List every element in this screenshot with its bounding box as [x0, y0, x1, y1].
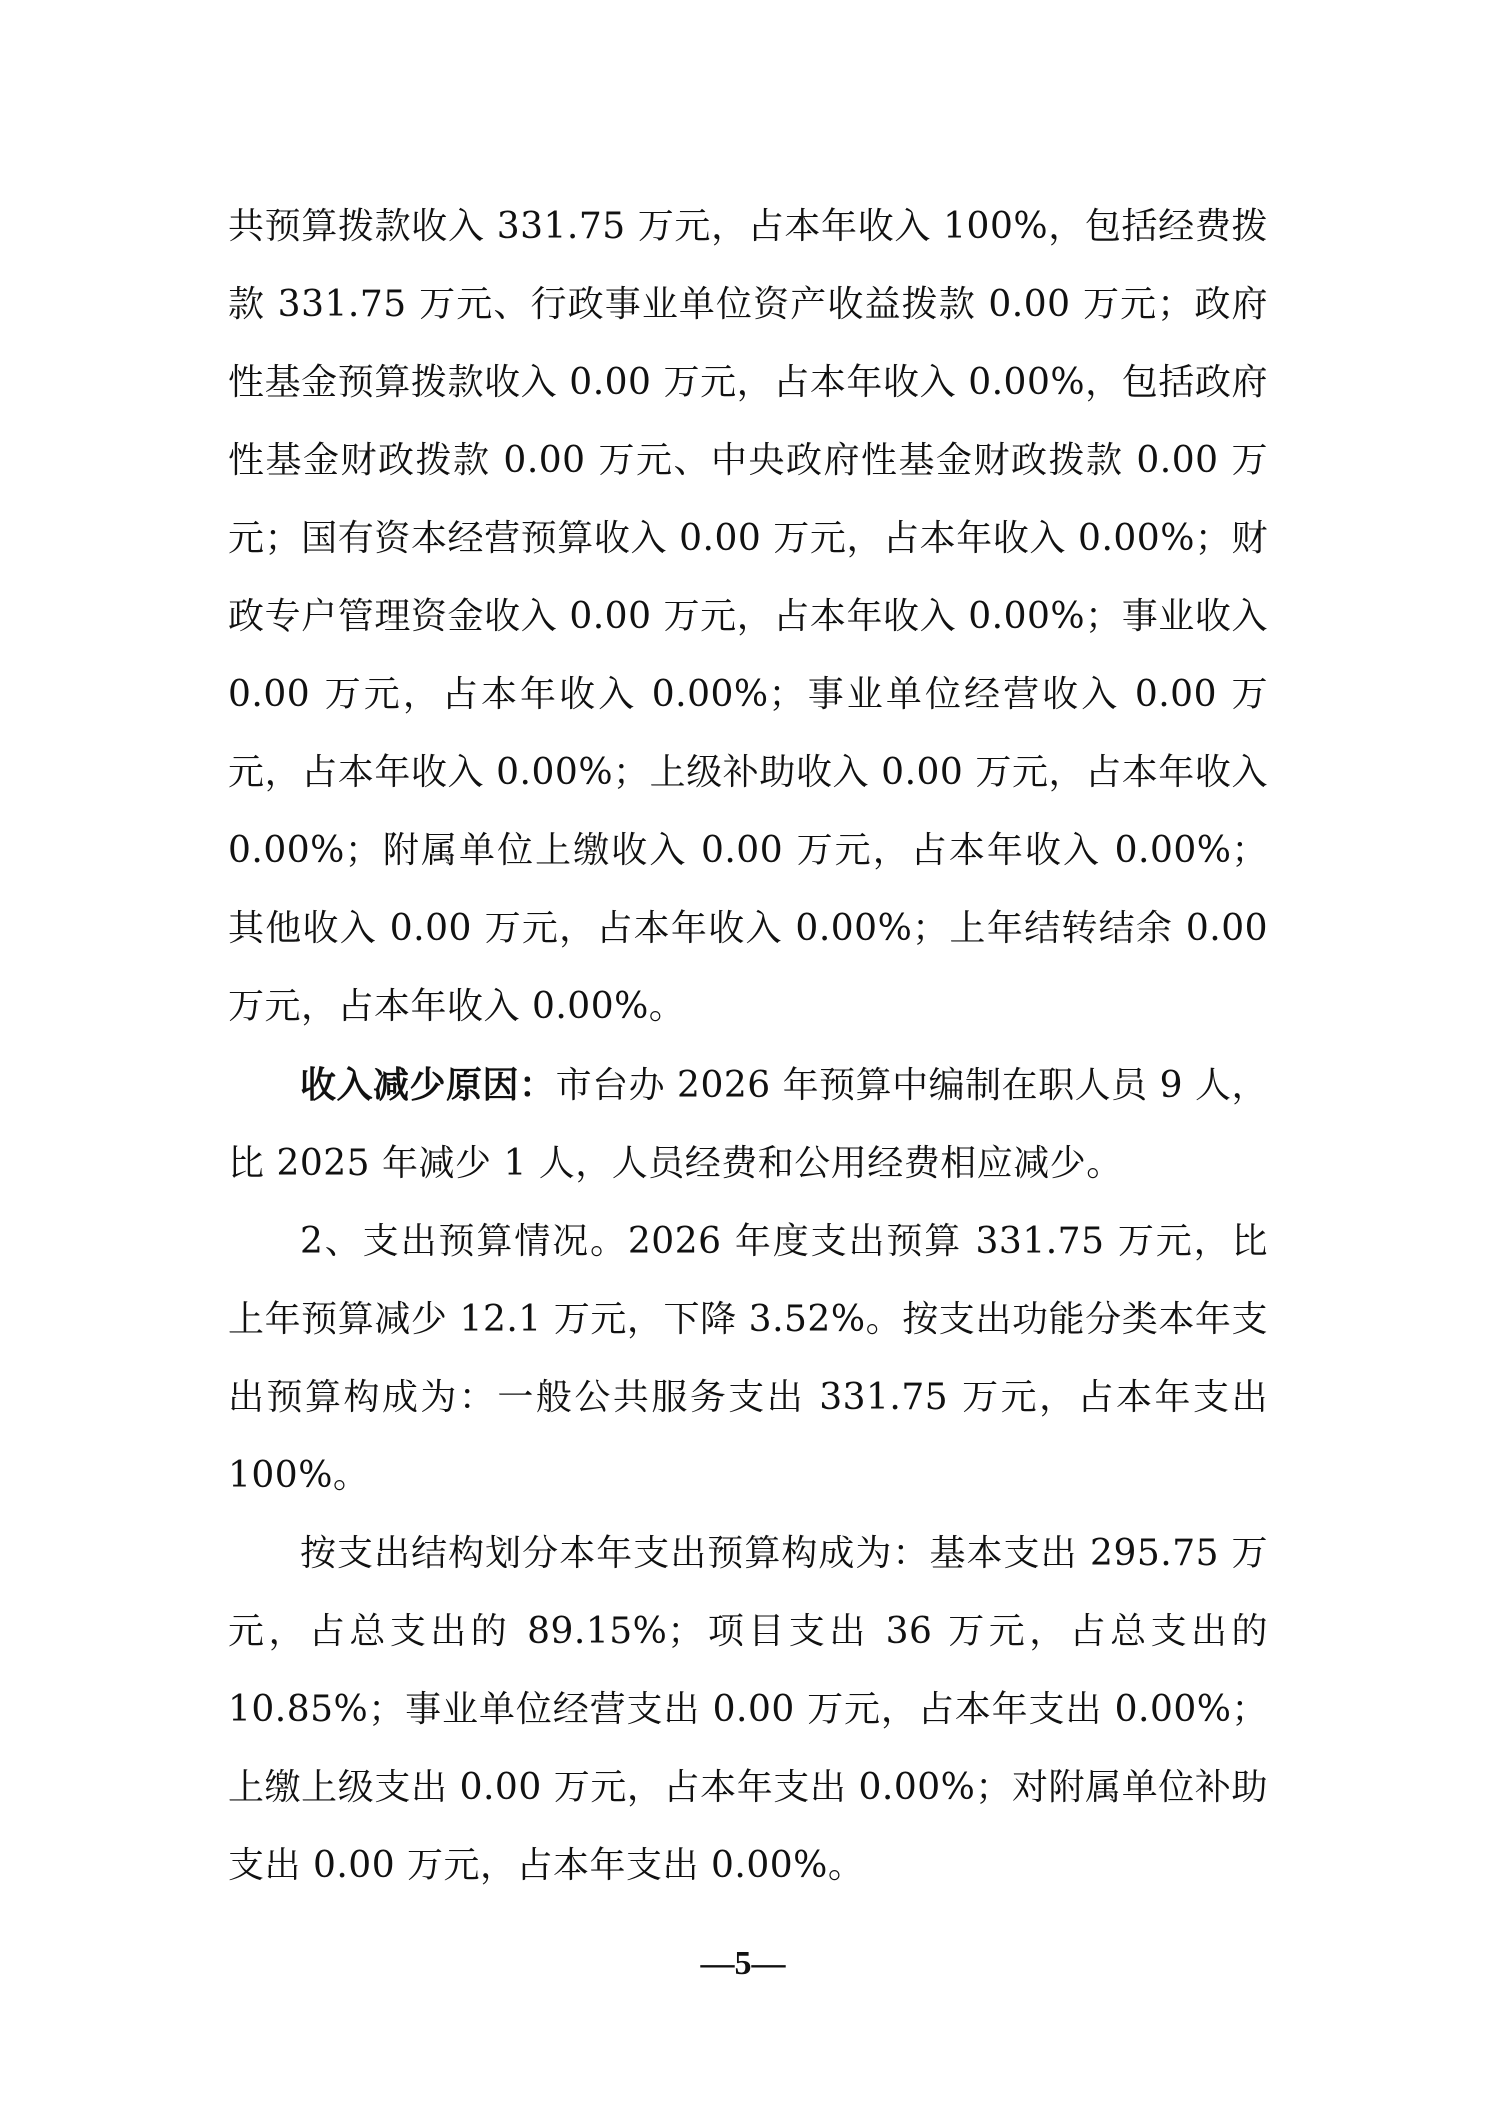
paragraph-text: 2、支出预算情况。2026 年度支出预算 331.75 万元，比上年预算减少 12.1 万元，下降 3.52%。按支出功能分类本年支出预算构成为：一般公共服务支出 331.75 万元，占本年支出 100%。	[228, 1221, 1268, 1496]
paragraph-expenditure-budget	[228, 1203, 1268, 1515]
paragraph-text: 市台办 2026 年预算中编制在职人员 9 人，比 2025 年减少 1 人，人员经费和公用经费相应减少。	[228, 1065, 1268, 1184]
body-text	[228, 188, 1268, 1905]
paragraph-income-detail	[228, 188, 1268, 1046]
paragraph-text: 按支出结构划分本年支出预算构成为：基本支出 295.75 万元，占总支出的 89.15%；项目支出 36 万元，占总支出的 10.85%；事业单位经营支出 0.00 万元，占本年支出 0.00%；上缴上级支出 0.00 万元，占本年支出 0.00%；对附属单位补助支出 0.00 万元，占本年支出 0.00%。	[228, 1533, 1268, 1886]
paragraph-lead-heading: 收入减少原因：	[300, 1064, 556, 1106]
paragraph-text: 共预算拨款收入 331.75 万元，占本年收入 100%，包括经费拨款 331.75 万元、行政事业单位资产收益拨款 0.00 万元；政府性基金预算拨款收入 0.00 万元，占本年收入 0.00%，包括政府性基金财政拨款 0.00 万元、中央政府性基金财政拨款 0.00 万元；国有资本经营预算收入 0.00 万元，占本年收入 0.00%；财政专户管理资金收入 0.00 万元，占本年收入 0.00%；事业收入 0.00 万元，占本年收入 0.00%；事业单位经营收入 0.00 万元，占本年收入 0.00%；上级补助收入 0.00 万元，占本年收入 0.00%；附属单位上缴收入 0.00 万元，占本年收入 0.00%；其他收入 0.00 万元，占本年收入 0.00%；上年结转结余 0.00 万元，占本年收入 0.00%。	[228, 206, 1268, 1027]
paragraph-expenditure-structure	[228, 1515, 1268, 1905]
page-number: —5—	[700, 1945, 786, 1982]
paragraph-income-decrease	[228, 1046, 1268, 1203]
